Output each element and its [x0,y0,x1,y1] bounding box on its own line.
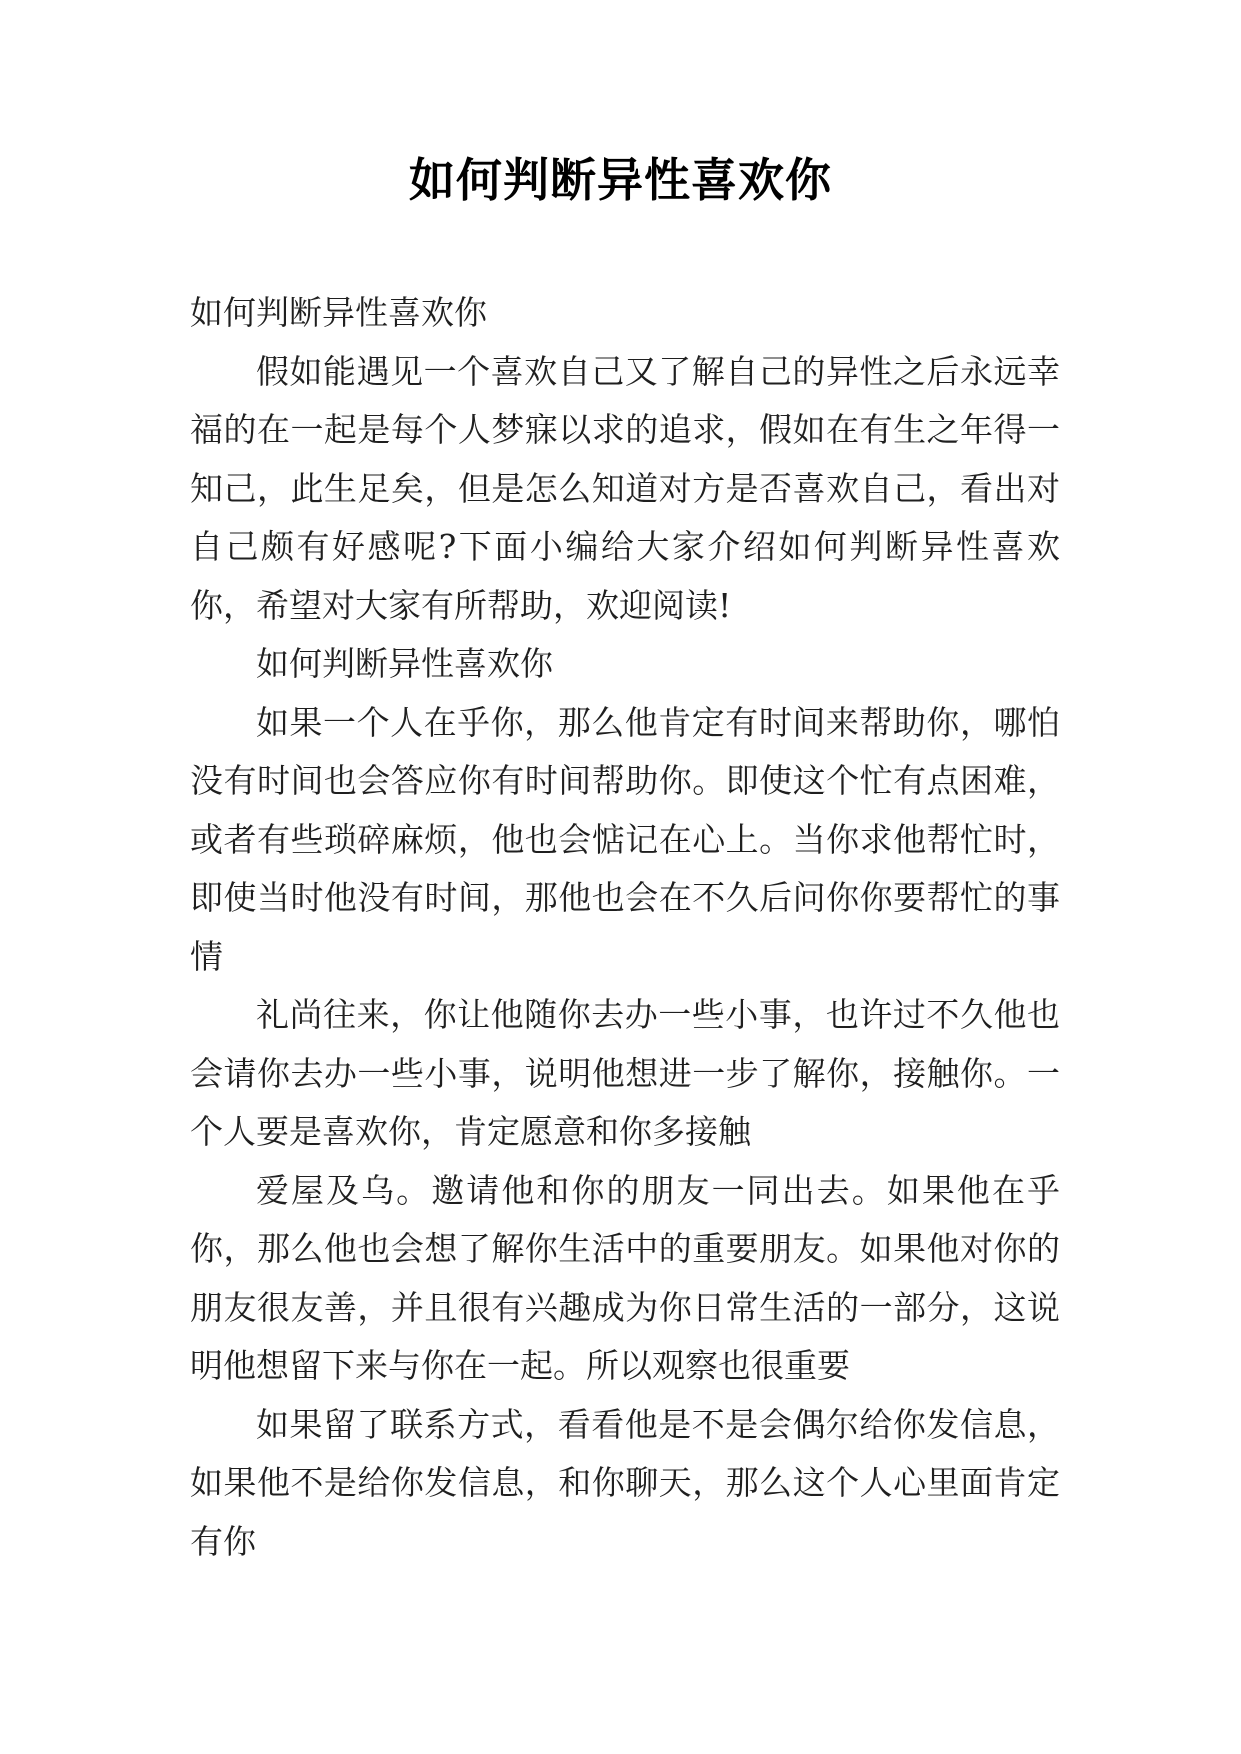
paragraph-intro: 假如能遇见一个喜欢自己又了解自己的异性之后永远幸福的在一起是每个人梦寐以求的追求，假如在有生之年得一知己，此生足矣，但是怎么知道对方是否喜欢自己，看出对自己颇有好感呢?下面小编给大家介绍如何判断异性喜欢你，希望对大家有所帮助，欢迎阅读! [190,351,1060,625]
paragraph-subheading: 如何判断异性喜欢你 [256,644,553,683]
paragraph-heading-intro: 如何判断异性喜欢你 [190,293,487,332]
document-body [190,284,1060,1571]
document-title: 如何判断异性喜欢你 [409,153,832,207]
paragraph-friends: 爱屋及乌。邀请他和你的朋友一同出去。如果他在乎你，那么他也会想了解你生活中的重要朋友。如果他对你的朋友很友善，并且很有兴趣成为你日常生活的一部分，这说明他想留下来与你在一起。所以观察也很重要 [190,1170,1060,1385]
paragraph-help: 如果一个人在乎你，那么他肯定有时间来帮助你，哪怕没有时间也会答应你有时间帮助你。即使这个忙有点困难，或者有些琐碎麻烦，他也会惦记在心上。当你求他帮忙时，即使当时他没有时间，那他也会在不久后问你你要帮忙的事情 [190,702,1060,976]
paragraph-reciprocity: 礼尚往来，你让他随你去办一些小事，也许过不久他也会请你去办一些小事，说明他想进一步了解你，接触你。一个人要是喜欢你，肯定愿意和你多接触 [190,995,1060,1151]
paragraph-contact: 如果留了联系方式，看看他是不是会偶尔给你发信息，如果他不是给你发信息，和你聊天，那么这个人心里面肯定有你 [190,1404,1060,1561]
